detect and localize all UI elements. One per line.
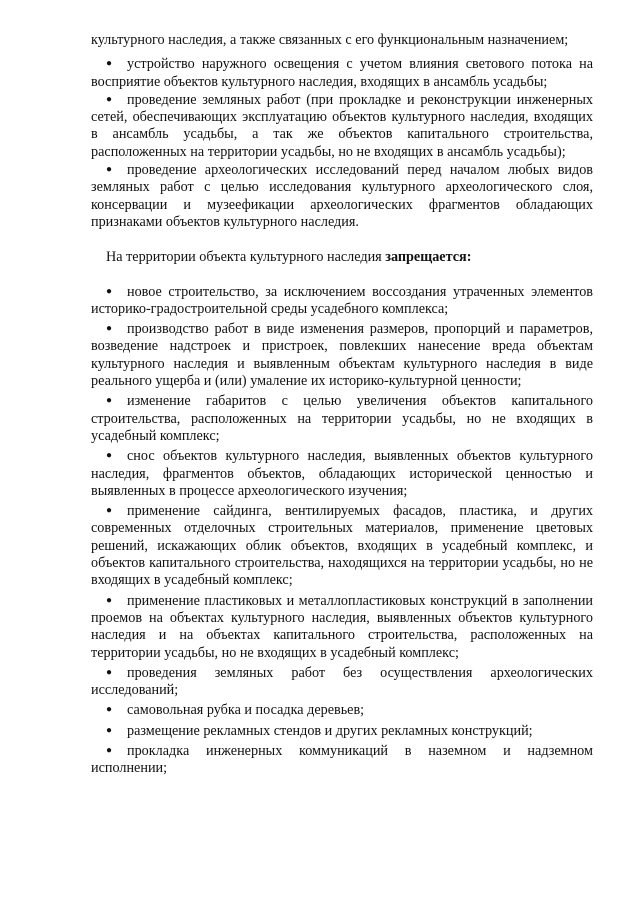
list-item-text: применение сайдинга, вентилируемых фасадов, пластика, и других современных отделочных строительных материалов, применение цветовых решений, искажающих облик объектов, входящих в усадебный комплекс, и объектов капитального строительства, находящихся на территории усадьбы, но не входящих в усадебный комплекс; <box>91 503 593 589</box>
list-item <box>91 392 593 445</box>
permitted-works-list <box>91 55 593 231</box>
list-item-text: изменение габаритов с целью увеличения объектов капитального строительства, расположенных на территории усадьбы, но не входящих в усадебный комплекс; <box>91 393 593 444</box>
bullet-icon: ● <box>106 93 113 105</box>
list-item <box>91 283 593 319</box>
bullet-icon: ● <box>106 450 113 462</box>
list-item-text: проведение земляных работ (при прокладке и реконструкции инженерных сетей, обеспечивающих эксплуатацию объектов культурного наследия, входящих в ансамбль усадьбы, а так же объектов капитального строительства, расположенных на территории усадьбы, но не входящих в ансамбль усадьбы); <box>91 91 593 160</box>
list-item-text: самовольная рубка и посадка деревьев; <box>127 702 365 719</box>
heading-text: На территории объекта культурного наследия <box>106 249 386 266</box>
list-item <box>91 722 593 740</box>
list-item-text: новое строительство, за исключением воссоздания утраченных элементов историко-градостроительной среды усадебного комплекса; <box>91 283 593 317</box>
heading-emphasis: запрещается <box>385 249 467 266</box>
list-item <box>91 161 593 231</box>
intro-continuation: культурного наследия, а также связанных с его функциональным назначением; <box>91 32 569 48</box>
prohibited-works-list <box>91 283 593 778</box>
list-item-text: прокладка инженерных коммуникаций в наземном и надземном исполнении; <box>91 742 593 777</box>
list-item <box>91 91 593 161</box>
list-item <box>91 664 593 700</box>
bullet-icon: ● <box>106 58 113 70</box>
list-item <box>91 742 593 778</box>
list-item-text: производство работ в виде изменения размеров, пропорций и параметров, возведение надстроек и пристроек, повлекших нанесение вреда объектам культурного наследия и выявленным объектам культурного наследия в виде реального ущерба и (или) умаление их историко-культурной ценности; <box>91 321 593 390</box>
bullet-icon: ● <box>106 744 113 756</box>
list-item <box>91 592 593 662</box>
list-item <box>91 447 593 500</box>
bullet-icon: ● <box>106 164 113 176</box>
list-item-text: применение пластиковых и металлопластиковых конструкций в заполнении проемов на объектах культурного наследия, выявленных объектов культурного наследия и на объектах капитального строительства, расположенных на территории усадьбы, но не входящих в усадебный комплекс; <box>91 592 593 661</box>
bullet-icon: ● <box>106 505 113 517</box>
list-item-text: размещение рекламных стендов и других рекламных конструкций; <box>127 722 533 739</box>
list-item-text: устройство наружного освещения с учетом влияния светового потока на восприятие объектов культурного наследия, входящих в ансамбль усадьбы; <box>91 56 593 90</box>
list-item <box>91 55 593 91</box>
bullet-icon: ● <box>106 323 113 335</box>
list-item <box>91 502 593 589</box>
document-page <box>91 32 593 780</box>
bullet-icon: ● <box>106 666 113 678</box>
bullet-icon: ● <box>106 724 113 736</box>
bullet-icon: ● <box>106 594 113 606</box>
bullet-icon: ● <box>106 395 113 407</box>
list-item <box>91 320 593 390</box>
heading-colon: : <box>466 249 472 266</box>
list-item-text: проведение археологических исследований перед началом любых видов земляных работ с целью исследования культурного археологического слоя, консервации и музеефикации археологических фрагментов обладающих признаками объектов культурного наследия. <box>91 162 593 230</box>
bullet-icon: ● <box>106 704 113 716</box>
bullet-icon: ● <box>106 285 113 297</box>
section-heading <box>91 249 593 266</box>
list-item-text: снос объектов культурного наследия, выявленных объектов культурного наследия, фрагментов объектов, обладающих исторической ценностью и выявленных в процессе археологического изучения; <box>91 448 593 499</box>
list-item <box>91 701 593 719</box>
list-item-text: проведения земляных работ без осуществления археологических исследований; <box>91 664 593 699</box>
